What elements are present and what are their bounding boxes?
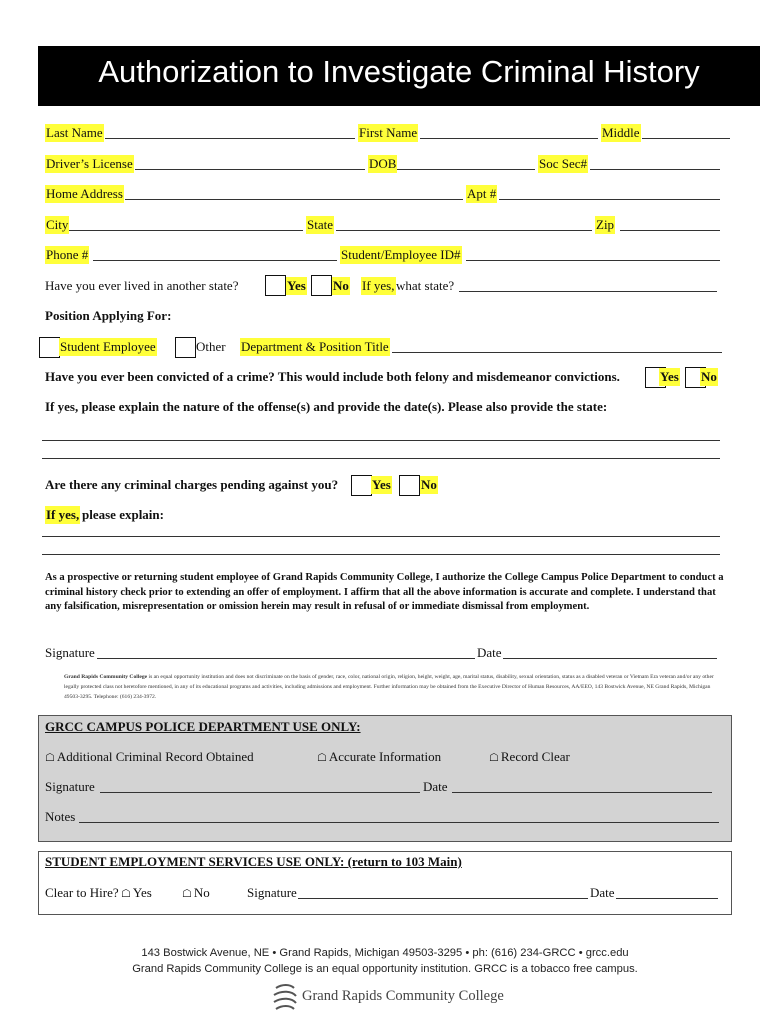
convicted-no-label: No	[701, 369, 717, 384]
state-label: State	[307, 217, 333, 232]
other-state-no-checkbox[interactable]	[311, 275, 332, 296]
footer-address: 143 Bostwick Avenue, NE • Grand Rapids, Michigan 49503-3295 • ph: (616) 234-GRCC • grcc.edu	[141, 947, 629, 959]
what-state-label: what state?	[396, 278, 455, 293]
city-row	[45, 216, 722, 234]
state-field[interactable]	[336, 230, 592, 231]
offense-explain-row	[45, 398, 722, 416]
department-title-label: Department & Position Title	[241, 339, 389, 354]
pending-yes-checkbox[interactable]	[351, 475, 372, 496]
convicted-question: Have you ever been convicted of a crime? This would include both felony and misdemeanor convictions.	[45, 369, 620, 384]
soc-sec-label: Soc Sec#	[539, 156, 588, 171]
first-name-label: First Name	[359, 125, 418, 140]
checkbox-icon: ☖	[45, 752, 55, 764]
police-heading-row	[45, 718, 722, 736]
fine-print-text: is an equal opportunity institution and does not discriminate on the basis of gender, race, color, national origin, religion, height, weight, age, marital status, disability, sexual orientation, status as a disabled veteran or Vietnam Era veteran and/or any other legally protected class not heretofore mentioned, in any of its educational programs and activities, including admissions and employment. Further information may be obtained from the Executive Director of Human Resources, AA/EEO, 143 Bostwick Avenue, NE Grand Rapids, Michigan 49503-3295. Telephone: (616) 234-3972.	[64, 674, 714, 700]
city-field[interactable]	[69, 230, 303, 231]
other-position-label: Other	[196, 339, 226, 354]
phone-row	[45, 246, 722, 264]
student-employee-checkbox[interactable]	[39, 337, 60, 358]
other-state-question: Have you ever lived in another state?	[45, 278, 239, 293]
phone-label: Phone #	[46, 247, 89, 262]
authorization-text: As a prospective or returning student employee of Grand Rapids Community College, I authorize the College Campus Police Department to conduct a criminal history check prior to extending an offer of employment. I affirm that all the above information is accurate and complete. I understand that any falsification, misrepresentation or omission herein may result in refusal of or immediate dismissal from employment.	[45, 572, 724, 613]
police-signature-label: Signature	[45, 779, 95, 794]
drivers-license-label: Driver’s License	[46, 156, 133, 171]
police-date-field[interactable]	[452, 792, 712, 793]
dob-field[interactable]	[397, 169, 535, 170]
additional-record-label: Additional Criminal Record Obtained	[56, 749, 254, 764]
employment-heading-row	[45, 853, 722, 871]
record-clear-label: Record Clear	[500, 749, 570, 764]
grcc-logo	[272, 982, 504, 1014]
police-signature-field[interactable]	[100, 792, 420, 793]
middle-field[interactable]	[642, 138, 730, 139]
offense-line-2[interactable]	[42, 458, 720, 459]
accurate-info-option[interactable]	[317, 748, 441, 767]
signature-field[interactable]	[97, 658, 475, 659]
position-heading: Position Applying For:	[45, 308, 172, 323]
name-row	[45, 124, 722, 142]
last-name-label: Last Name	[46, 125, 103, 140]
clear-to-hire-label: Clear to Hire?	[45, 885, 119, 900]
student-employee-id-label: Student/Employee ID#	[341, 247, 461, 262]
pending-no-label: No	[421, 477, 437, 492]
other-state-if-yes-label: If yes,	[362, 278, 395, 293]
employment-date-label: Date	[590, 885, 615, 900]
fine-print	[64, 672, 714, 702]
accurate-info-label: Accurate Information	[328, 749, 442, 764]
pending-if-yes-label: If yes,	[46, 507, 80, 522]
other-state-row	[45, 277, 722, 295]
pending-row	[45, 476, 722, 494]
student-employee-label: Student Employee	[60, 339, 156, 354]
clear-to-hire-row	[45, 884, 722, 902]
police-notes-row	[45, 808, 722, 826]
checkbox-icon: ☖	[182, 888, 192, 900]
department-title-field[interactable]	[392, 352, 722, 353]
checkbox-icon: ☖	[489, 752, 499, 764]
position-heading-row	[45, 307, 722, 325]
employment-signature-label: Signature	[247, 885, 297, 900]
address-row	[45, 185, 722, 203]
police-notes-field[interactable]	[79, 822, 719, 823]
city-label: City	[46, 217, 69, 232]
last-name-field[interactable]	[105, 138, 355, 139]
clear-yes-label: Yes	[132, 885, 152, 900]
other-state-yes-label: Yes	[287, 278, 306, 293]
pending-yes-label: Yes	[372, 477, 391, 492]
pending-no-checkbox[interactable]	[399, 475, 420, 496]
convicted-yes-label: Yes	[660, 369, 679, 384]
record-clear-option[interactable]	[489, 748, 570, 767]
police-options-row	[45, 748, 722, 766]
zip-label: Zip	[596, 217, 615, 232]
fine-print-org: Grand Rapids Community College	[64, 674, 148, 680]
pending-explain-label: please explain:	[82, 507, 164, 522]
police-date-label: Date	[423, 779, 448, 794]
home-address-field[interactable]	[125, 199, 463, 200]
additional-record-option[interactable]	[45, 748, 254, 767]
pending-question: Are there any criminal charges pending against you?	[45, 477, 339, 492]
signature-row	[45, 644, 722, 662]
home-address-label: Home Address	[46, 186, 123, 201]
apt-label: Apt #	[467, 186, 497, 201]
middle-label: Middle	[602, 125, 640, 140]
pending-line-2[interactable]	[42, 554, 720, 555]
offense-line-1[interactable]	[42, 440, 720, 441]
phone-field[interactable]	[93, 260, 337, 261]
police-heading: GRCC CAMPUS POLICE DEPARTMENT USE ONLY:	[45, 719, 361, 734]
signature-label: Signature	[45, 645, 95, 660]
position-row	[45, 338, 722, 356]
checkbox-icon: ☖	[317, 752, 327, 764]
police-signature-row	[45, 778, 722, 796]
date-label: Date	[477, 645, 502, 660]
offense-explain-label: If yes, please explain the nature of the offense(s) and provide the date(s). Please also provide the state:	[45, 399, 608, 414]
employment-signature-field[interactable]	[298, 898, 588, 899]
license-row	[45, 155, 722, 173]
footer-statement: Grand Rapids Community College is an equal opportunity institution. GRCC is a tobacco free campus.	[132, 963, 638, 975]
other-state-yes-checkbox[interactable]	[265, 275, 286, 296]
police-notes-label: Notes	[45, 809, 76, 824]
first-name-field[interactable]	[420, 138, 598, 139]
page-title: Authorization to Investigate Criminal History	[98, 54, 700, 89]
clear-yes-option[interactable]	[121, 884, 152, 903]
clear-no-label: No	[193, 885, 210, 900]
logo-text: Grand Rapids Community College	[302, 988, 504, 1004]
employment-heading: STUDENT EMPLOYMENT SERVICES USE ONLY: (return to 103 Main)	[45, 854, 462, 869]
employment-date-field[interactable]	[616, 898, 718, 899]
pending-line-1[interactable]	[42, 536, 720, 537]
student-employee-id-field[interactable]	[466, 260, 720, 261]
checkbox-icon: ☖	[121, 888, 131, 900]
soc-sec-field[interactable]	[590, 169, 720, 170]
clear-no-option[interactable]	[182, 884, 210, 903]
other-position-checkbox[interactable]	[175, 337, 196, 358]
what-state-field[interactable]	[459, 291, 717, 292]
zip-field[interactable]	[620, 230, 720, 231]
date-field[interactable]	[503, 658, 717, 659]
pending-explain-row	[45, 506, 722, 524]
dob-label: DOB	[369, 156, 397, 171]
convicted-row	[45, 368, 722, 386]
apt-field[interactable]	[499, 199, 720, 200]
drivers-license-field[interactable]	[135, 169, 365, 170]
other-state-no-label: No	[333, 278, 349, 293]
